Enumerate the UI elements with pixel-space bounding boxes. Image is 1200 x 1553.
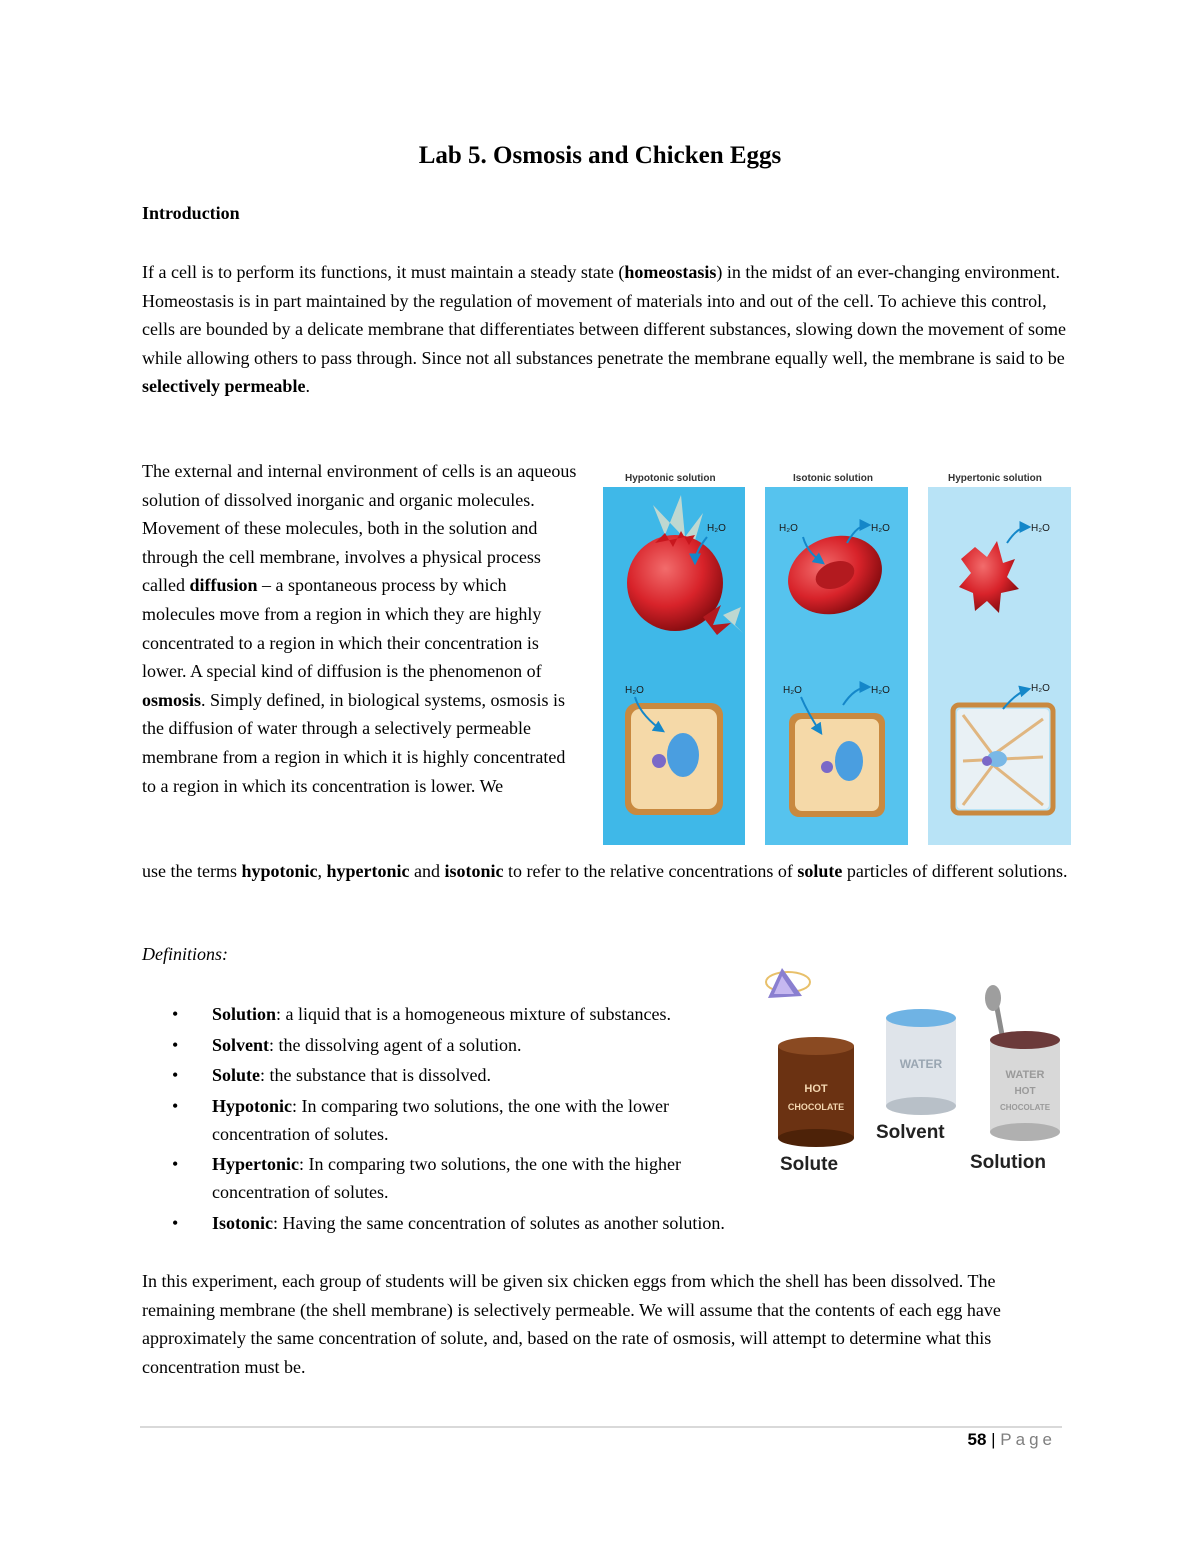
definition-isotonic: • Isotonic: Having the same concentration of solutes as another solution. [142,1209,842,1237]
definition-solute: • Solute: the substance that is dissolved. [142,1061,842,1089]
cup-text-water: WATER [1005,1069,1045,1081]
h2o-label: H₂O [625,685,644,696]
h2o-label: H₂O [1031,683,1050,694]
h2o-label: H₂O [779,523,798,534]
cup-text-water: WATER [899,1057,943,1071]
hypotonic-label: Hypotonic solution [625,473,716,484]
solution-cups-figure [760,960,1070,1180]
definition-hypotonic: • Hypotonic: In comparing two solutions, the one with the lower concentration of solutes. [142,1092,842,1148]
page-number: 58 [967,1430,987,1449]
definition-solvent: • Solvent: the dissolving agent of a solution. [142,1031,842,1059]
solvent-label: Solvent [876,1122,945,1143]
osmosis-figure [603,465,1073,847]
solvent-cup [886,1009,956,1115]
definition-solution: • Solution: a liquid that is a homogeneous mixture of substances. [142,1000,842,1028]
intro-paragraph: If a cell is to perform its functions, it must maintain a steady state (homeostasis) in the midst of an ever-changing environment. Homeostasis is in part maintained by the regulation of movement of materials into and out of the cell. To achieve this control, cells are bounded by a delicate membrane that differentiates between different substances, slowing down the movement of some while allowing others to pass through. Since not all substances penetrate the membrane equally well, the membrane is said to be selectively permeable. [142,262,1067,397]
turgid-plant-cell [625,703,723,815]
tonicity-paragraph: use the terms hypotonic, hypertonic and isotonic to refer to the relative concentrations of solute particles of different solutions. [142,861,1068,881]
h2o-label: H₂O [871,685,890,696]
experiment-paragraph: In this experiment, each group of students will be given six chicken eggs from which the shell has been dissolved. The remaining membrane (the shell membrane) is selectively permeable. We will assume that the contents of each egg have approximately the same concentration of solute, and, based on the rate of osmosis, will attempt to determine what this concentration must be. [142,1271,1001,1377]
solution-cup [985,985,1060,1141]
definitions-list [142,1000,845,1239]
cup-text-hot: HOT [804,1083,828,1095]
definition-hypertonic: • Hypertonic: In comparing two solutions, the one with the higher concentration of solutes. [142,1150,842,1206]
page-footer: 58 | Page [967,1430,1056,1449]
solute-particles-icon [766,968,810,998]
h2o-label: H₂O [871,523,890,534]
isotonic-label: Isotonic solution [793,473,873,484]
cup-text-chocolate: CHOCOLATE [999,1103,1051,1112]
cup-text-chocolate: CHOCOLATE [787,1102,845,1112]
solution-label: Solution [970,1152,1046,1173]
h2o-label: H₂O [783,685,802,696]
h2o-label: H₂O [1031,523,1050,534]
solute-cup [778,1037,854,1147]
diffusion-paragraph: The external and internal environment of cells is an aqueous solution of dissolved inorganic and organic molecules. Movement of these molecules, both in the solution and through the cell membrane, involves a physical process called diffusion – a spontaneous process by which molecules move from a region in which they are highly concentrated to a region in which their concentration is lower. A special kind of diffusion is the phenomenon of osmosis. Simply defined, in biological systems, osmosis is the diffusion of water through a selectively permeable membrane from a region in which it is highly concentrated to a region in which its concentration is lower. We [142,461,577,796]
footer-divider [140,1426,1062,1428]
normal-plant-cell [789,713,885,817]
hypertonic-label: Hypertonic solution [948,473,1042,484]
h2o-label: H₂O [707,523,726,534]
cup-text-hot: HOT [1014,1086,1036,1097]
solute-label: Solute [780,1154,839,1175]
plasmolyzed-plant-cell [953,705,1053,813]
page-word: Page [1000,1430,1056,1449]
intro-heading: Introduction [142,203,240,223]
page-title: Lab 5. Osmosis and Chicken Eggs [418,142,782,169]
definitions-heading: Definitions: [142,944,228,964]
